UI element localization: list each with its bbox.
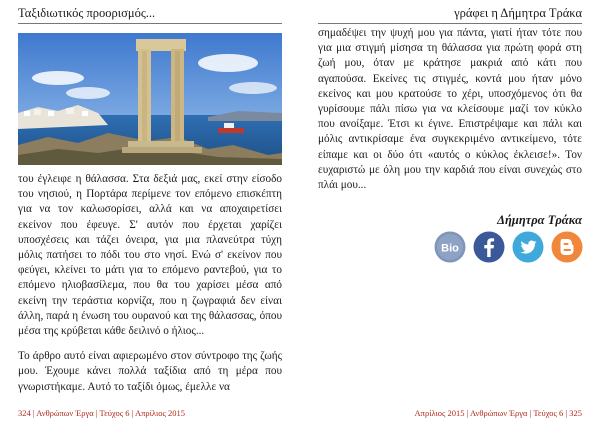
section-header: Ταξιδιωτικός προορισμός... <box>18 6 282 24</box>
author-signature: Δήμητρα Τράκα <box>497 213 582 227</box>
page-number: 325 <box>569 408 582 418</box>
issue-date: Απρίλιος 2015 <box>134 408 185 418</box>
author-header: γράφει η Δήμητρα Τράκα <box>318 6 582 24</box>
paragraph: σημαδέψει την ψυχή μου για πάντα, γιατί ήταν τότε που για μια στιγμή μίσησα τη θάλασσα για πρώτη φορά στη ζωή μου, όταν με κράτησε μακριά από κάτι που αγαπούσα. Εκείνες τις στιγμές, κοντά μου ήταν μόνο εκείνος και μου κρατούσε το χέρι, υποσχόμενος ότι θα γυρίσουμε πάλι πίσω για να κλείσουμε μαζί τον κύκλο που ανοίξαμε. Έτσι κι έγινε. Επιστρέψαμε και πάλι και μόλις αντικρίσαμε ένα συγκεκριμένο αντικείμενο, τότε είπαμε και οι δύο ότι «αυτός ο κύκλος έκλεισε!». Τον ευχαριστώ με όλη μου την καρδιά που είναι συνεχώς στο πλάι μου... <box>318 27 582 192</box>
blogger-icon[interactable] <box>551 231 583 263</box>
issue-date: Απρίλιος 2015 <box>414 408 465 418</box>
social-links <box>434 231 584 265</box>
paragraph: του έγλειφε η θάλασσα. Στα δεξιά μας, εκεί στην είσοδο του νησιού, η Πορτάρα περίμενε τον επόμενο επισκέπτη για να τον καλωσορίσει, αλλά και να αποχαιρετίσει εκείνον που έφευγε. Σ' αυτόν που έρχεται χαρίζει υποσχέσεις και τάζει όνειρα, για μια πλανεύτρα τύχη μόλις πατήσει το πόδι του στο νησί. Ενώ σ' εκείνον που φεύγει, κλείνει το μάτι για το επόμενο ραντεβού, για το επόμενο ηλιοβασίλεμα, που θα του χαρίσει μέσα από εκείνη την τεράστια κορνίζα, που η ζωγραφιά δεν είναι άλλη, παρά η ένωση του ουρανού και της θάλασσας, όπου μέσα της κρύβεται κάθε δειλινό ο ήλιος... <box>18 173 282 338</box>
facebook-icon[interactable] <box>473 231 505 263</box>
article-text-right <box>318 26 582 193</box>
portara-naxos-photo <box>18 33 282 165</box>
bio-icon[interactable] <box>434 231 466 263</box>
magazine-name: Ανθρώπων Έργα <box>36 408 94 418</box>
twitter-icon[interactable] <box>512 231 544 263</box>
page-number: 324 <box>18 408 31 418</box>
footer-left: 324 | Ανθρώπων Έργα | Τεύχος 6 | Απρίλιος 2015 <box>18 408 185 418</box>
issue-number: Τεύχος 6 <box>533 408 564 418</box>
footer-right: Απρίλιος 2015 | Ανθρώπων Έργα | Τεύχος 6 | 325 <box>414 408 582 418</box>
issue-number: Τεύχος 6 <box>99 408 130 418</box>
right-page <box>300 0 600 424</box>
magazine-name: Ανθρώπων Έργα <box>470 408 528 418</box>
article-text-left <box>18 172 282 405</box>
bio-label: Bio <box>441 242 459 255</box>
paragraph: Το άρθρο αυτό είναι αφιερωμένο στον σύντροφο της ζωής μου. Έχουμε κάνει πολλά ταξίδια από τη μέρα που γνωριστήκαμε. Αυτό το ταξίδι όμως, έμελλε να <box>18 350 282 393</box>
